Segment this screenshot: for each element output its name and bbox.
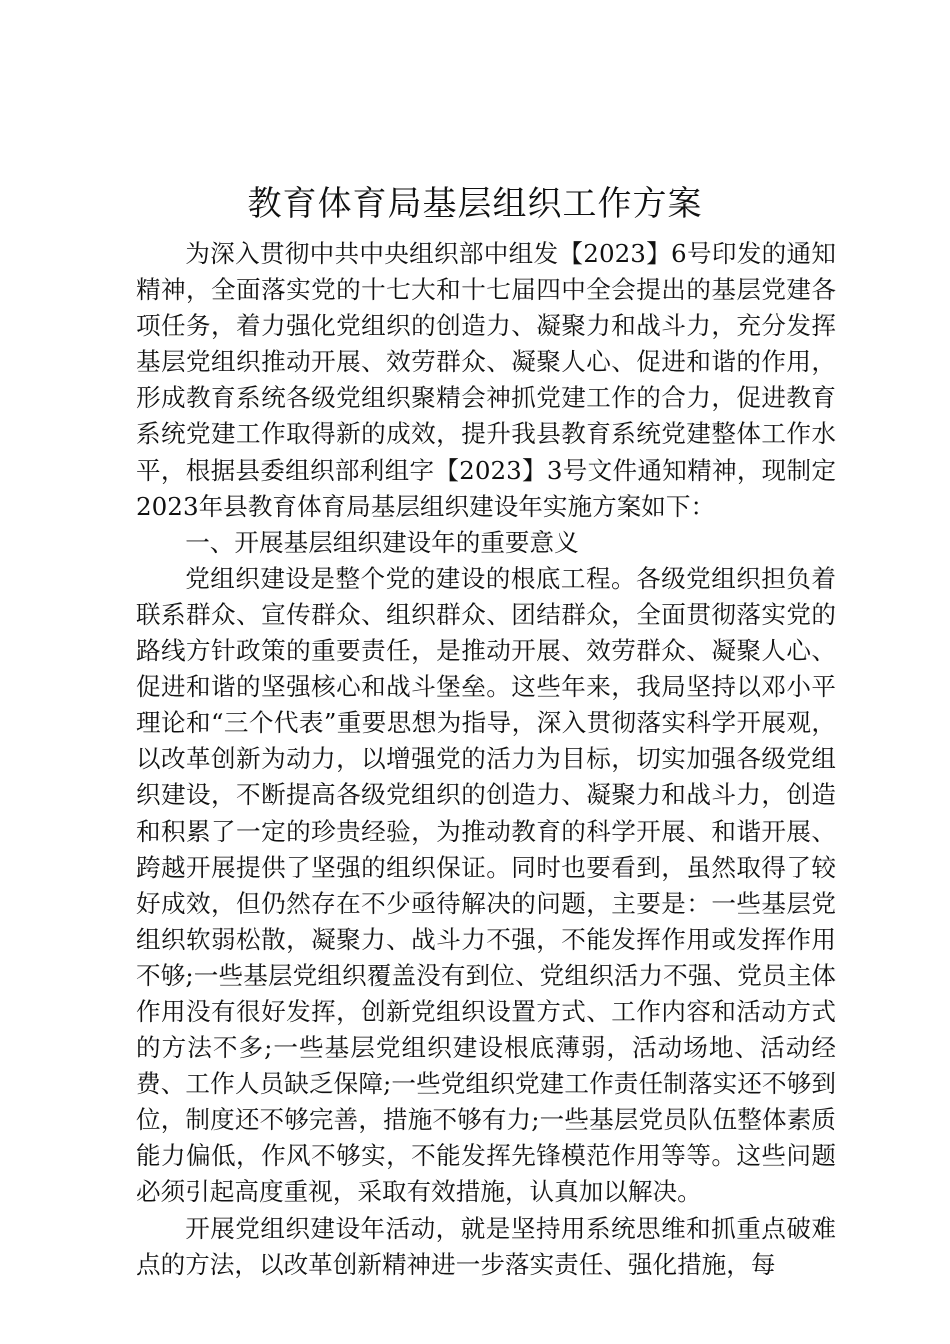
- document-title: 教育体育局基层组织工作方案: [247, 184, 703, 224]
- paragraph-activity: 开展党组织建设年活动，就是坚持用系统思维和抓重点破难点的方法，以改革创新精神进一步落实责任、强化措施，每: [136, 1213, 836, 1279]
- paragraph-intro: 为深入贯彻中共中央组织部中组发【2023】6号印发的通知精神，全面落实党的十七大和十七届四中全会提出的基层党建各项任务，着力强化党组织的创造力、凝聚力和战斗力，充分发挥基层党组织推动开展、效劳群众、凝聚人心、促进和谐的作用，形成教育系统各级党组织聚精会神抓党建工作的合力，促进教育系统党建工作取得新的成效，提升我县教育系统党建整体工作水平，根据县委组织部利组字【2023】3号文件通知精神，现制定2023年县教育体育局基层组织建设年实施方案如下：: [136, 239, 836, 521]
- section-heading-1: 一、开展基层组织建设年的重要意义: [185, 527, 579, 557]
- paragraph-significance: 党组织建设是整个党的建设的根底工程。各级党组织担负着联系群众、宣传群众、组织群众、团结群众，全面贯彻落实党的路线方针政策的重要责任，是推动开展、效劳群众、凝聚人心、促进和谐的坚强核心和战斗堡垒。这些年来，我局坚持以邓小平理论和“三个代表”重要思想为指导，深入贯彻落实科学开展观，以改革创新为动力，以增强党的活力为目标，切实加强各级党组织建设，不断提高各级党组织的创造力、凝聚力和战斗力，创造和积累了一定的珍贵经验，为推动教育的科学开展、和谐开展、跨越开展提供了坚强的组织保证。同时也要看到，虽然取得了较好成效，但仍然存在不少亟待解决的问题，主要是：一些基层党组织软弱松散，凝聚力、战斗力不强，不能发挥作用或发挥作用不够;一些基层党组织覆盖没有到位、党组织活力不强、党员主体作用没有很好发挥，创新党组织设置方式、工作内容和活动方式的方法不多;一些基层党组织建设根底薄弱，活动场地、活动经费、工作人员缺乏保障;一些党组织党建工作责任制落实还不够到位，制度还不够完善，措施不够有力;一些基层党员队伍整体素质能力偏低，作风不够实，不能发挥先锋模范作用等等。这些问题必须引起高度重视，采取有效措施，认真加以解决。: [136, 563, 836, 1207]
- document-body: [136, 236, 836, 1283]
